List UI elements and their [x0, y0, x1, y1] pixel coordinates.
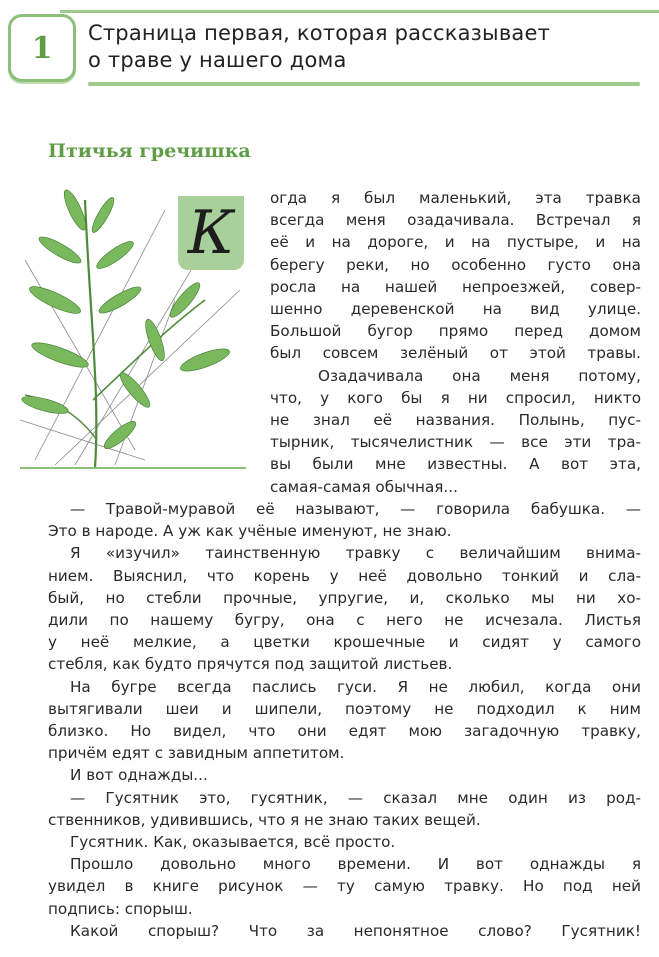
text-line: бый, но стебли прочные, упругие, и, сколько мы ни хо-	[48, 588, 641, 607]
text-line: — Травой-муравой её называют, — говорила бабушка. —	[70, 500, 641, 518]
text-line: у неё мелкие, а цветки крошечные и сидят у самого	[48, 633, 641, 652]
column-text	[270, 187, 641, 498]
text-line: нием. Выяснил, что корень у неё довольно тонкий и сла-	[48, 566, 641, 585]
chapter-number-badge	[8, 14, 76, 82]
illustration-baseline	[20, 467, 246, 469]
header-top-rule	[60, 10, 659, 13]
text-line: Какой спорыш? Что за непонятное слово? Гусятник!	[70, 921, 641, 940]
text-line: Озадачивала она меня потому,	[318, 366, 641, 385]
text-line: не знал её названия. Полынь, пус-	[270, 411, 641, 430]
text-line: Большой бугор прямо перед домом	[270, 322, 641, 341]
text-line: Это в народе. А уж как учёные именуют, не знаю.	[48, 522, 452, 541]
text-line: её и на дороге, и на пустыре, и на	[270, 233, 641, 252]
text-line: был совсем зелёный от этой травы.	[270, 344, 641, 363]
text-line: всегда меня озадачивала. Встречал я	[270, 211, 641, 230]
text-line: огда я был маленький, эта травка	[270, 189, 641, 207]
text-line: подпись: спорыш.	[48, 899, 193, 918]
text-line: И вот однажды...	[70, 766, 208, 785]
text-line: увидел в книге рисунок — ту самую травку. Но под ней	[48, 877, 641, 896]
chapter-title	[88, 20, 550, 74]
text-line: На бугре всегда паслись гуси. Я не любил, когда они	[70, 677, 641, 696]
chapter-title-line: Страница первая, которая рассказывает	[88, 21, 551, 45]
text-line: стебля, как будто прячутся под защитой листьев.	[48, 655, 453, 674]
section-title: Птичья гречишка	[48, 140, 251, 162]
text-line: шенно деревенской на вид улице.	[270, 300, 641, 319]
text-line: что, у кого бы я ни спросил, никто	[270, 388, 641, 407]
chapter-number: 1	[31, 30, 53, 66]
text-line: берегу реки, но особенно густо она	[270, 255, 641, 274]
text-line: Я «изучил» таинственную травку с величайшим внима-	[70, 544, 641, 563]
text-line: ственников, удивившись, что я не знаю таких вещей.	[48, 810, 481, 829]
text-line: дили по нашему бугру, она с него не исчезала. Листья	[48, 611, 641, 630]
text-line: причём едят с завидным аппетитом.	[48, 744, 345, 763]
drop-cap	[178, 196, 244, 270]
chapter-title-line: о траве у нашего дома	[88, 48, 347, 72]
header-underline	[88, 82, 640, 86]
text-line: самая-самая обычная...	[270, 477, 458, 496]
text-line: близко. Но видел, что они едят мою загадочную травку,	[48, 722, 641, 741]
text-line: вытягивали шеи и шипели, поэтому не подходил к ним	[48, 699, 641, 718]
drop-cap-letter: К	[187, 198, 235, 268]
text-line: росла на нашей непроезжей, совер-	[270, 277, 641, 296]
text-line: Прошло довольно много времени. И вот однажды я	[70, 855, 641, 874]
text-line: тырник, тысячелистник — все эти тра-	[270, 433, 641, 452]
text-line: — Гусятник это, гусятник, — сказал мне один из род-	[70, 788, 641, 807]
text-line: Гусятник. Как, оказывается, всё просто.	[70, 833, 396, 852]
text-line: вы были мне известны. А вот эта,	[270, 455, 641, 474]
body-text	[48, 498, 641, 942]
